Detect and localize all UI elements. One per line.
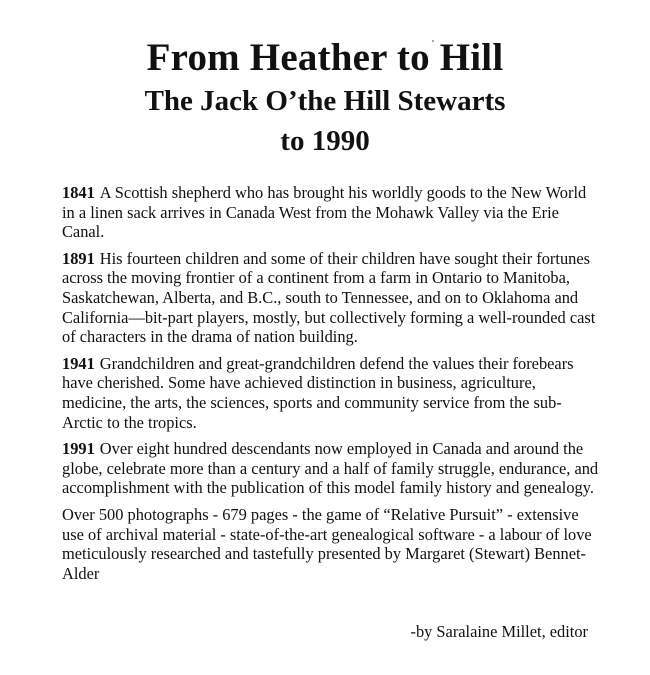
body-text — [62, 183, 602, 590]
entry-1991 — [62, 439, 602, 498]
entry-1891 — [62, 249, 602, 347]
signature: -by Saralaine Millet, editor — [410, 622, 588, 641]
entry-year: 1891 — [62, 248, 95, 268]
closing-paragraph: Over 500 photographs - 679 pages - the game of “Relative Pursuit” - extensive use of archival material - state-of-the-art genealogical software - a labour of love meticulously researched and tastefully presented by Margaret (Stewart) Bennet-Alder — [62, 504, 592, 583]
page-title: From Heather to Hill — [146, 36, 504, 79]
entry-text: A Scottish shepherd who has brought his worldly goods to the New World in a linen sack arrives in Canada West from the Mohawk Valley via the Erie Canal. — [62, 183, 587, 242]
title-block — [0, 36, 650, 160]
entry-year: 1991 — [62, 439, 95, 459]
entry-year: 1841 — [62, 183, 95, 202]
entry-text: His fourteen children and some of their children have sought their fortunes across the moving frontier of a continent from a farm in Ontario to Manitoba, Saskatchewan, Alberta, and B.C., south to Tennessee, and on to Oklahoma and California—bit-part players, mostly, but collectively forming a well-rounded cast of characters in the drama of nation building. — [62, 248, 596, 347]
entry-text: Grandchildren and great-grandchildren defend the values their forebears have cherished. Some have achieved distinction in business, agriculture, medicine, the arts, the sciences, sports and community service from the sub-Arctic to the tropics. — [62, 353, 574, 432]
entry-1841 — [62, 183, 602, 242]
entry-year: 1941 — [62, 353, 95, 373]
subtitle-line-1: The Jack O’the Hill Stewarts — [144, 85, 506, 117]
entry-text: Over eight hundred descendants now employed in Canada and around the globe, celebrate more than a century and a half of family struggle, endurance, and accomplishment with the publication of this model family history and genealogy. — [62, 439, 599, 498]
entry-1941 — [62, 354, 602, 432]
subtitle-line-2: to 1990 — [280, 125, 370, 157]
